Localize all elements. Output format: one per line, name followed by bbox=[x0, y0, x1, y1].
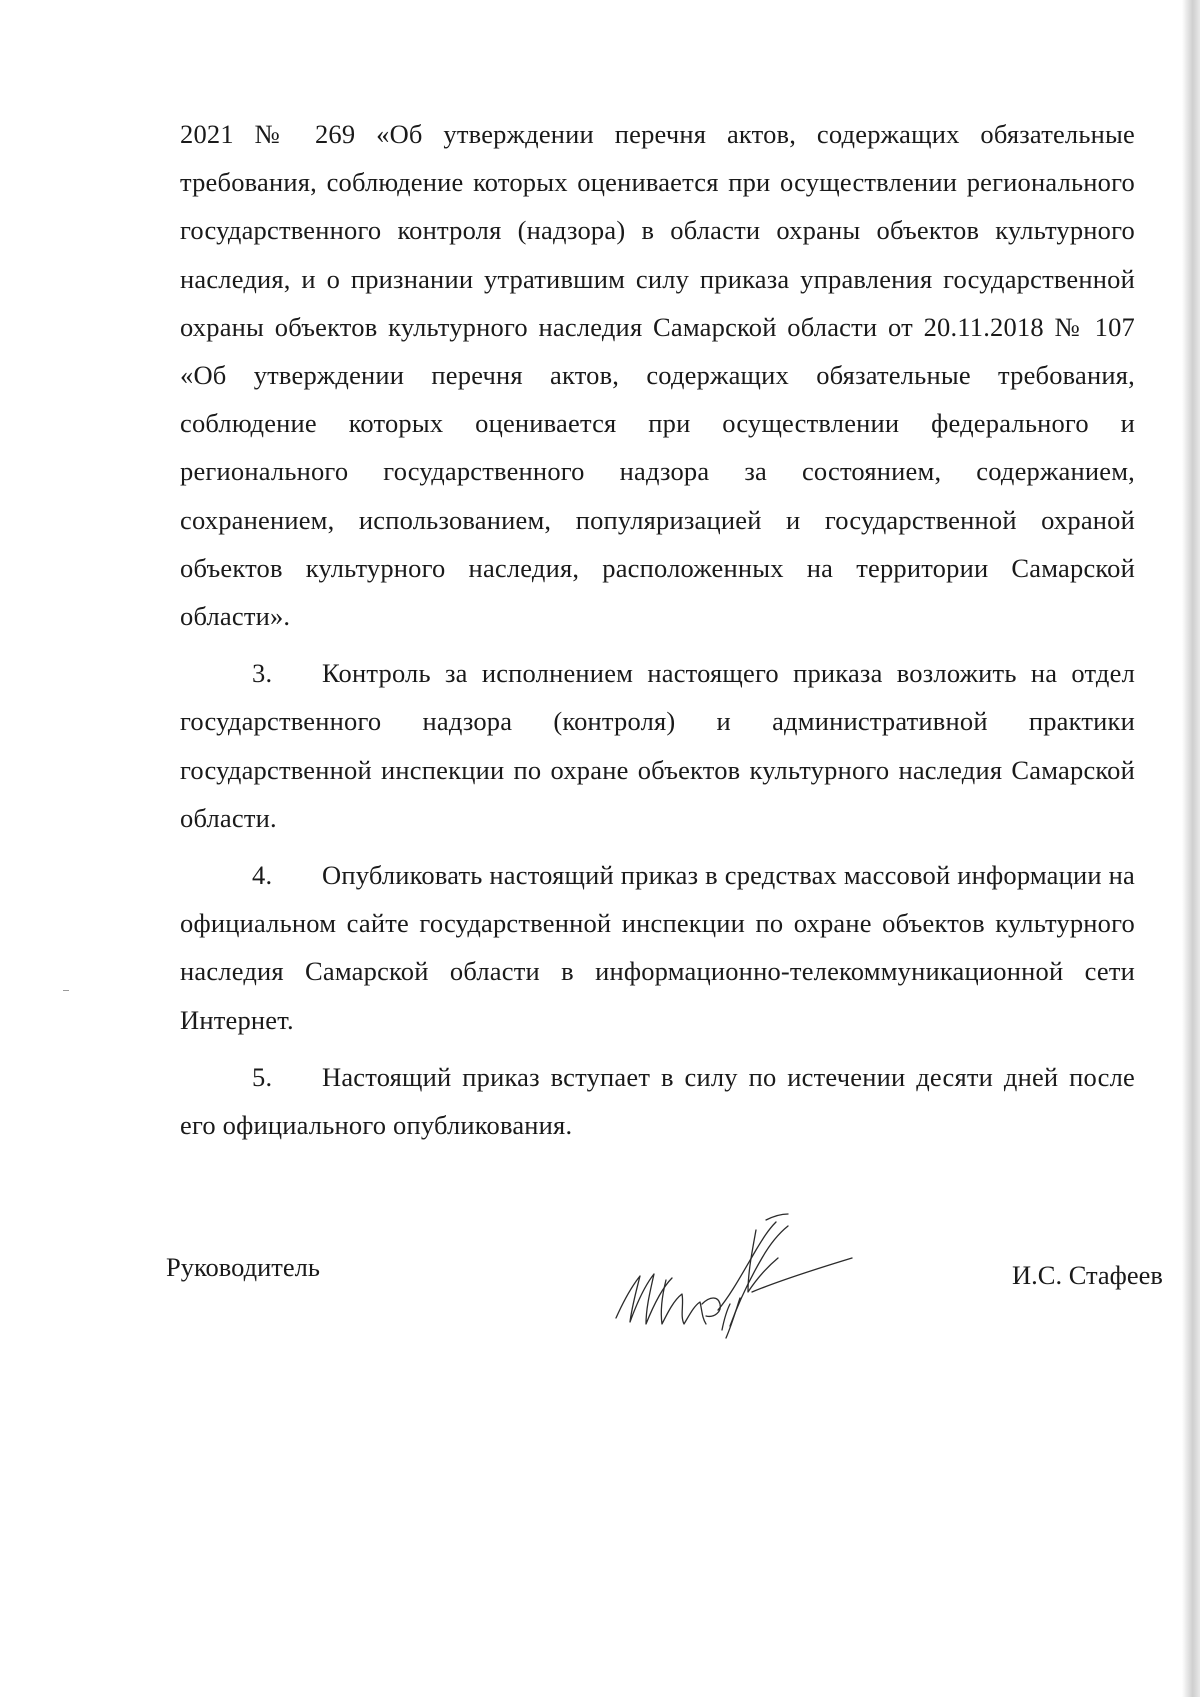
paragraph-text: Контроль за исполнением настоящего приказа возложить на отдел государственного надзора (контроля) и административной практики государственной инспекции по охране объектов культурного наследия Самарской области. bbox=[180, 658, 1135, 833]
document-body bbox=[180, 110, 1135, 1149]
paragraph-item-5 bbox=[180, 1053, 1135, 1149]
paragraph-number: 5. bbox=[252, 1061, 273, 1092]
scan-speck bbox=[63, 990, 69, 991]
handwritten-signature bbox=[606, 1200, 856, 1340]
signatory-role: Руководитель bbox=[166, 1252, 320, 1282]
paragraph-item-4 bbox=[180, 851, 1135, 1044]
paragraph-text: 2021 № 269 «Об утверждении перечня актов, содержащих обязательные требования, соблюдение которых оценивается при осуществлении регионального государственного контроля (надзора) в области охраны объектов культурного наследия, и о признании утратившим силу приказа управления государственной охраны объектов культурного наследия Самарской области от 20.11.2018 № 107 «Об утверждении перечня актов, содержащих обязательные требования, соблюдение которых оценивается при осуществлении федерального и регионального государственного надзора за состоянием, содержанием, сохранением, использованием, популяризацией и государственной охраной объектов культурного наследия, расположенных на территории Самарской области». bbox=[180, 119, 1135, 632]
paragraph-text: Настоящий приказ вступает в силу по истечении десяти дней после его официального опубликования. bbox=[180, 1061, 1135, 1141]
paragraph-item-3 bbox=[180, 649, 1135, 842]
paragraph-number: 4. bbox=[252, 860, 273, 891]
scan-page-edge bbox=[1182, 0, 1200, 1697]
signature-block bbox=[166, 1240, 1166, 1360]
paragraph-continuation bbox=[180, 110, 1135, 640]
signatory-name: И.С. Стафеев bbox=[1012, 1260, 1163, 1290]
paragraph-text: Опубликовать настоящий приказ в средствах массовой информации на официальном сайте государственной инспекции по охране объектов культурного наследия Самарской области в информационно-телекоммуникационной сети Интернет. bbox=[180, 860, 1135, 1035]
paragraph-number: 3. bbox=[252, 658, 273, 689]
